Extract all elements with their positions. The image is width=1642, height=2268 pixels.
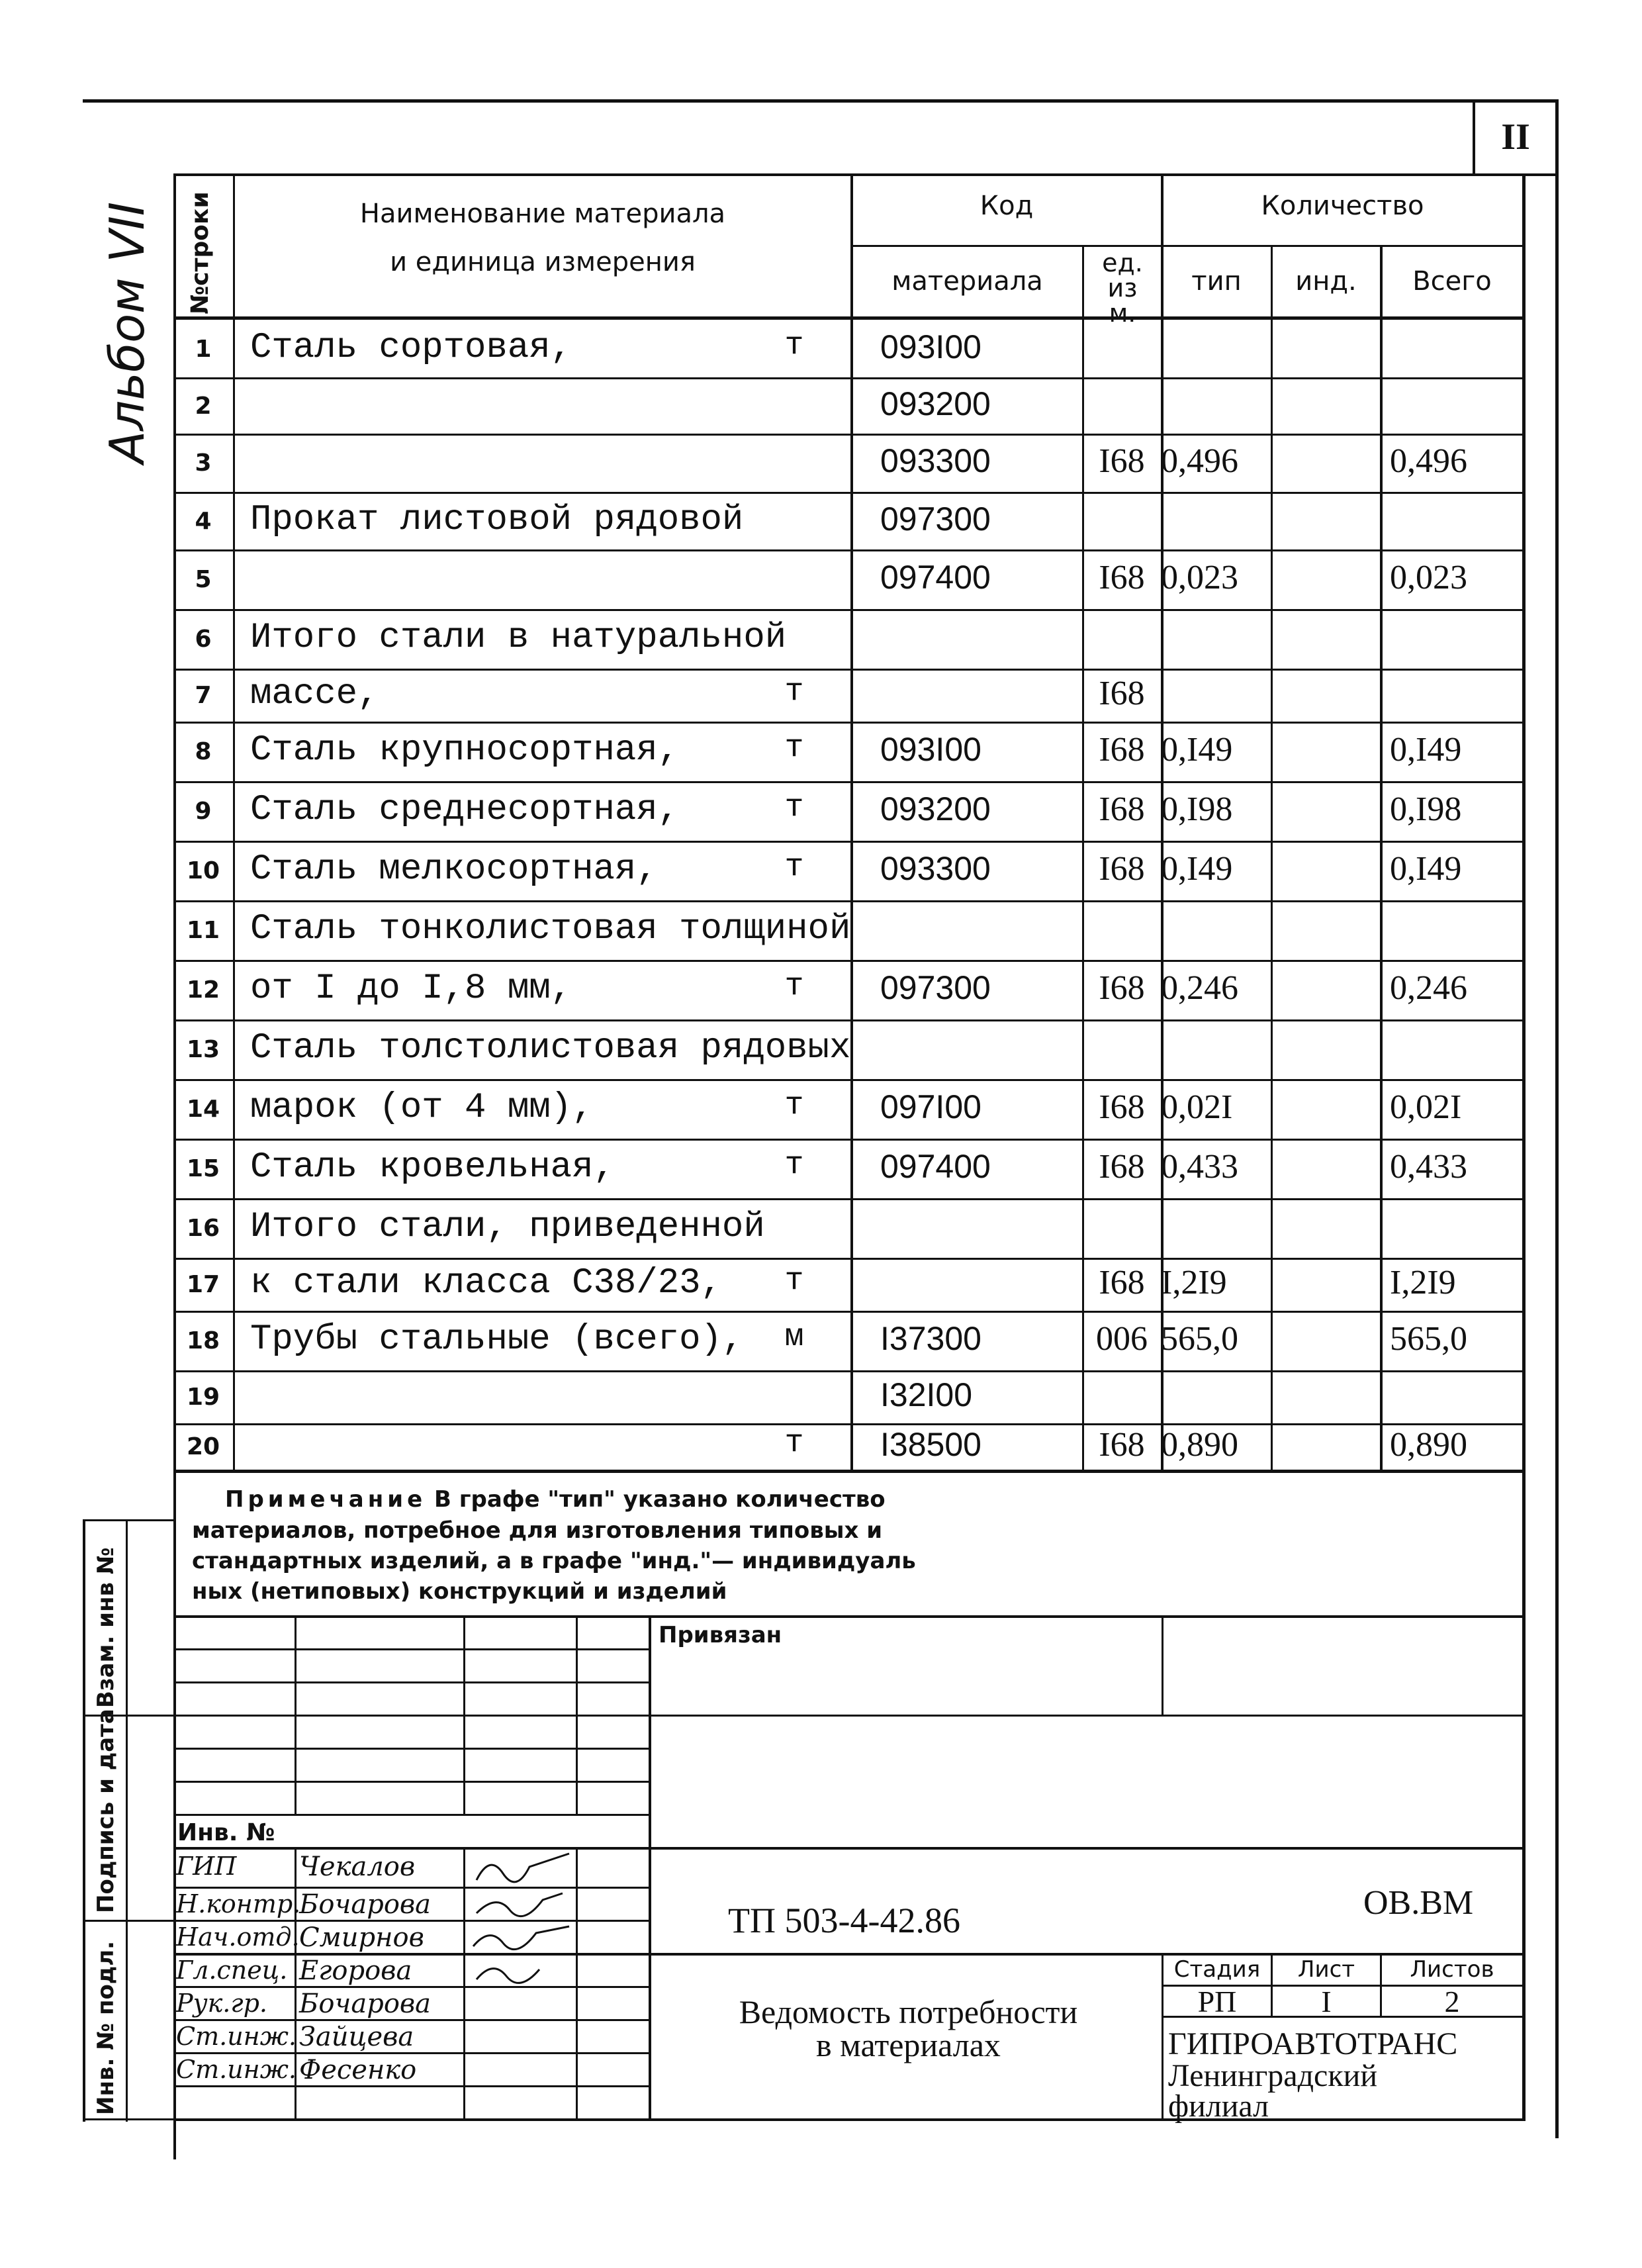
sheet-corner-number: II (1501, 117, 1530, 158)
qty-type-value: I,2I9 (1161, 1264, 1227, 1301)
album-label: Альбом VII (99, 201, 155, 463)
signer-name: Зайцева (299, 2022, 414, 2052)
doc-code: ОВ.ВМ (1363, 1884, 1474, 1922)
material-unit: т (784, 849, 804, 885)
material-name: Сталь сортовая, (250, 327, 572, 368)
material-code: 093200 (880, 385, 991, 422)
row-divider (173, 1311, 1526, 1313)
qty-type-value: 0,890 (1161, 1426, 1238, 1464)
material-name: массе, (250, 674, 379, 714)
row-divider (173, 1139, 1526, 1141)
row-number: 14 (186, 1096, 220, 1123)
signer-role: Нач.отд. (176, 1922, 300, 1952)
header-qty-total: Всего (1412, 266, 1492, 297)
row-number: 3 (195, 449, 212, 477)
qty-total-value: 0,890 (1390, 1426, 1467, 1464)
material-code: 097300 (880, 969, 991, 1006)
header-name-line1: Наименование материала (359, 199, 726, 229)
material-unit: т (784, 674, 804, 710)
note-line2: материалов, потребное для изготовления типовых и (192, 1517, 883, 1544)
qty-total-value: I,2I9 (1390, 1264, 1456, 1301)
qty-total-value: 0,496 (1390, 442, 1467, 480)
signer-name: Бочарова (299, 1889, 432, 1920)
row-divider (173, 900, 1526, 902)
org-line2: Ленинградский (1168, 2058, 1378, 2093)
row-number: 15 (186, 1155, 220, 1182)
signer-role: ГИП (176, 1852, 237, 1881)
row-divider (173, 1198, 1526, 1200)
material-name: Сталь толстолистовая рядовых (250, 1028, 851, 1068)
material-code: 097400 (880, 1148, 991, 1185)
unit-code: I68 (1099, 1426, 1145, 1464)
row-number: 4 (195, 507, 212, 535)
unit-code: I68 (1099, 731, 1145, 769)
qty-type-value: 0,I98 (1161, 790, 1233, 828)
note-line3: стандартных изделий, а в графе "инд."— индивидуаль (192, 1548, 916, 1574)
row-divider (173, 609, 1526, 611)
row-divider (173, 722, 1526, 724)
row-number: 19 (186, 1384, 220, 1411)
row-divider (173, 377, 1526, 379)
material-code: I37300 (880, 1320, 981, 1357)
row-divider (173, 1370, 1526, 1372)
row-number: 13 (186, 1036, 220, 1063)
material-code: 093I00 (880, 731, 981, 768)
unit-code: I68 (1099, 850, 1145, 888)
org-line1: ГИПРОАВТОТРАНС (1168, 2026, 1458, 2061)
row-number: 7 (195, 682, 212, 709)
sheet-value: I (1321, 1985, 1332, 2018)
row-divider (173, 1258, 1526, 1260)
signer-name: Смирнов (299, 1922, 424, 1953)
side-strip-left (83, 1519, 85, 2122)
row-number: 17 (186, 1271, 220, 1298)
material-name: Итого стали в натуральной (250, 618, 787, 658)
unit-code: I68 (1099, 442, 1145, 480)
qty-type-value: 0,023 (1161, 559, 1238, 596)
material-code: 093I00 (880, 328, 981, 365)
row-number: 5 (195, 566, 212, 593)
signature-mark (473, 1926, 569, 1950)
unit-code: I68 (1099, 559, 1145, 596)
side-label-inv-podl: Инв. № подл. (93, 1940, 119, 2115)
material-name: от I до I,8 мм, (250, 969, 572, 1009)
row-number: 6 (195, 626, 212, 653)
header-code-unit: ед. изм. (1102, 248, 1143, 328)
doc-title-line1: Ведомость потребности (739, 1993, 1078, 2030)
material-name: Сталь среднесортная, (250, 790, 680, 830)
material-code: 093300 (880, 442, 991, 479)
row-number: 18 (186, 1327, 220, 1354)
unit-code: I68 (1099, 675, 1145, 712)
header-name-line2: и единица измерения (390, 247, 696, 277)
row-divider (173, 492, 1526, 494)
row-divider (173, 1079, 1526, 1081)
unit-code: I68 (1099, 790, 1145, 828)
material-name: Сталь тонколистовая толщиной (250, 909, 851, 949)
sheet-label: Лист (1297, 1956, 1355, 1983)
unit-code: I68 (1099, 1088, 1145, 1126)
qty-total-value: 0,I49 (1390, 850, 1462, 888)
signature-mark (477, 1969, 539, 1983)
signature-marks (463, 1847, 576, 2118)
header-qty-group: Количество (1261, 191, 1424, 221)
material-name: Сталь крупносортная, (250, 730, 680, 771)
material-name: Сталь мелкосортная, (250, 849, 658, 890)
qty-type-value: 0,433 (1161, 1148, 1238, 1186)
row-divider (173, 549, 1526, 551)
material-name: Итого стали, приведенной (250, 1207, 765, 1247)
signer-name: Егорова (299, 1956, 412, 1986)
material-code: 097300 (880, 500, 991, 538)
signer-name: Бочарова (299, 1989, 432, 2019)
unit-code: 006 (1096, 1320, 1148, 1358)
doc-number: ТП 503-4-42.86 (728, 1901, 960, 1940)
material-unit: т (784, 969, 804, 1004)
qty-total-value: 0,433 (1390, 1148, 1467, 1186)
row-number: 12 (186, 976, 220, 1004)
material-name: к стали класса С38/23, (250, 1263, 722, 1303)
qty-type-value: 0,02I (1161, 1088, 1233, 1126)
signer-role: Рук.гр. (176, 1989, 267, 2018)
org-line3: филиал (1168, 2089, 1269, 2124)
material-unit: т (784, 1263, 804, 1299)
material-code: I38500 (880, 1426, 981, 1463)
qty-type-value: 0,I49 (1161, 731, 1233, 769)
row-number: 16 (186, 1215, 220, 1242)
header-qty-type: тип (1191, 266, 1242, 297)
unit-code: I68 (1099, 969, 1145, 1007)
row-divider (173, 781, 1526, 783)
qty-total-value: 565,0 (1390, 1320, 1467, 1358)
row-divider (173, 1019, 1526, 1021)
note-line1: В графе "тип" указано количество (433, 1486, 886, 1513)
qty-type-value: 565,0 (1161, 1320, 1238, 1358)
note-title: Примечание (225, 1486, 427, 1513)
corner-box-left (1473, 99, 1475, 175)
row-number: 2 (195, 392, 212, 420)
material-unit: т (784, 327, 804, 363)
material-code: I32I00 (880, 1376, 973, 1413)
signature-mark (477, 1893, 563, 1916)
row-number: 8 (195, 738, 212, 765)
doc-title-line2: в материалах (816, 2026, 1001, 2063)
row-divider (173, 841, 1526, 843)
stage-label: Стадия (1173, 1956, 1261, 1983)
material-unit: т (784, 790, 804, 826)
material-name: марок (от 4 мм), (250, 1088, 594, 1128)
material-name: Сталь кровельная, (250, 1147, 615, 1188)
signer-role: Н.контр. (176, 1889, 301, 1918)
sheets-value: 2 (1444, 1985, 1460, 2018)
material-unit: т (784, 1147, 804, 1183)
signer-role: Гл.спец. (176, 1956, 288, 1985)
side-label-vzam: Взам. инв № (93, 1547, 119, 1708)
qty-total-value: 0,I49 (1390, 731, 1462, 769)
signer-name: Чекалов (299, 1852, 416, 1882)
qty-type-value: 0,I49 (1161, 850, 1233, 888)
row-divider (173, 434, 1526, 436)
row-divider (173, 960, 1526, 962)
material-name: Прокат листовой рядовой (250, 499, 744, 540)
right-border (1555, 99, 1559, 2138)
side-label-podpis: Подпись и дата (93, 1709, 119, 1913)
tied-label: Привязан (659, 1622, 782, 1648)
material-code: 093200 (880, 790, 991, 827)
material-unit: т (784, 1425, 804, 1461)
header-code-group: Код (980, 191, 1034, 221)
signature-mark (477, 1854, 569, 1882)
unit-code: I68 (1099, 1264, 1145, 1301)
material-unit: т (784, 1088, 804, 1123)
row-number: 1 (195, 335, 212, 363)
note-line4: ных (нетиповых) конструкций и изделий (192, 1578, 727, 1605)
qty-total-value: 0,02I (1390, 1088, 1462, 1126)
header-code-material: материала (891, 266, 1043, 297)
material-unit: м (784, 1319, 804, 1355)
row-number: 10 (186, 857, 220, 884)
signer-role: Ст.инж. (176, 2022, 296, 2051)
qty-total-value: 0,I98 (1390, 790, 1462, 828)
qty-total-value: 0,246 (1390, 969, 1467, 1007)
qty-type-value: 0,496 (1161, 442, 1238, 480)
material-unit: т (784, 730, 804, 766)
row-number: 20 (186, 1433, 220, 1460)
row-divider (173, 669, 1526, 671)
signer-role: Ст.инж. (176, 2055, 296, 2084)
material-code: 097400 (880, 559, 991, 596)
signer-name: Фесенко (299, 2055, 417, 2085)
qty-type-value: 0,246 (1161, 969, 1238, 1007)
stage-value: РП (1197, 1985, 1237, 2018)
inv-label: Инв. № (177, 1819, 275, 1846)
top-border (83, 99, 1559, 103)
sheets-label: Листов (1410, 1956, 1494, 1983)
header-qty-ind: инд. (1295, 266, 1357, 297)
material-code: 093300 (880, 850, 991, 887)
unit-code: I68 (1099, 1148, 1145, 1186)
row-divider (173, 1423, 1526, 1425)
material-name: Трубы стальные (всего), (250, 1319, 744, 1360)
qty-total-value: 0,023 (1390, 559, 1467, 596)
row-number: 9 (195, 798, 212, 825)
row-number: 11 (186, 917, 220, 944)
material-code: 097I00 (880, 1088, 981, 1125)
header-row-number: №строки (187, 191, 214, 314)
